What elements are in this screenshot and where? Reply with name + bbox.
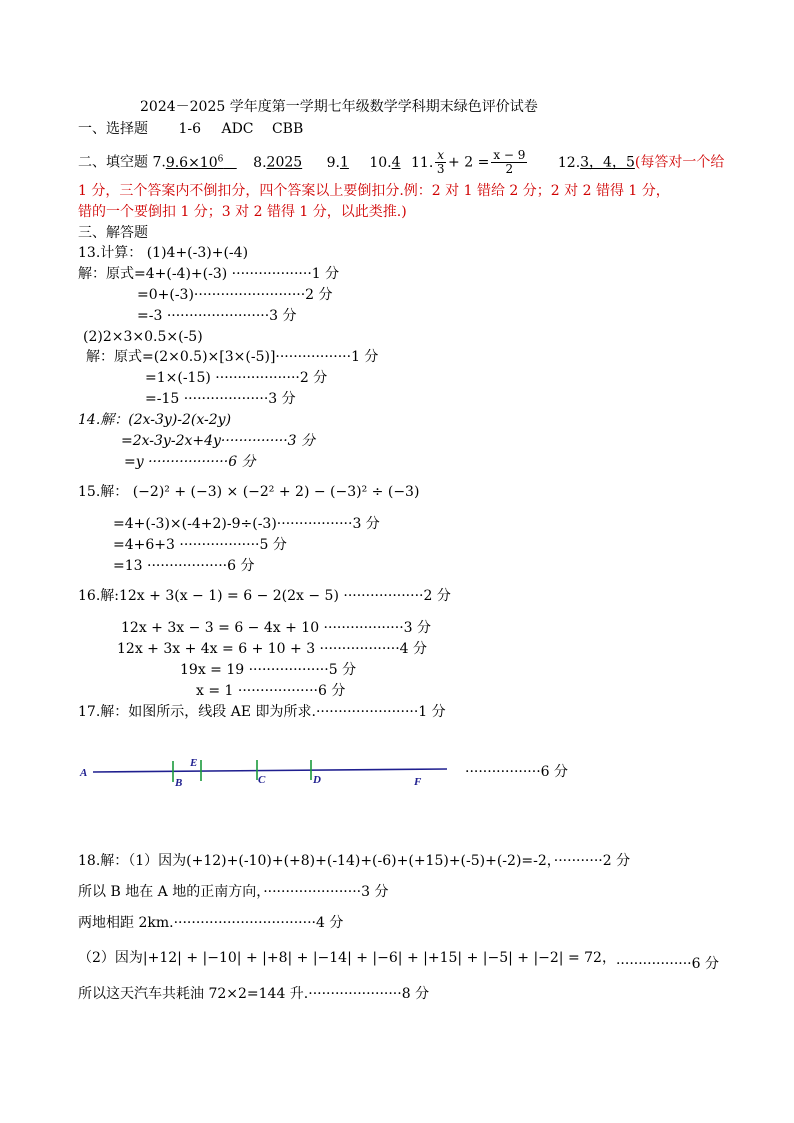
scoring-note-1: (每答对一个给 (634, 154, 725, 171)
section1-label: 一、选择题 (78, 121, 148, 137)
q9-label: 9. (326, 154, 340, 171)
section3-label: 三、解答题 (78, 225, 148, 241)
q13-part2: (2)2×3×0.5×(-5) (83, 329, 203, 345)
q13-part2-line2: =1×(-15) ···················2 分 (145, 370, 328, 386)
page-title: 2024－2025 学年度第一学期七年级数学学科期末绿色评价试卷 (140, 99, 538, 115)
q11-label: 11. (411, 154, 434, 171)
q13-line3: =-3 ·······················3 分 (137, 308, 297, 324)
q14-line2: =2x-3y-2x+4y···············3 分 (121, 433, 316, 449)
answer-q8: 2025 (266, 154, 303, 171)
q15-line1: 15.解： (−2)² + (−3) × (−2² + 2) − (−3)² ÷ (−3) (78, 484, 420, 500)
q18-line4-text: （2）因为|+12| + |−10| + |+8| + |−14| + |−6| + |+15| + |−5| + |−2| = 72， (78, 950, 616, 966)
q18-line3: 两地相距 2km.································4 分 (78, 915, 344, 931)
q13-part2-line1: 解：原式=(2×0.5)×[3×(-5)]·················1 分 (86, 349, 379, 365)
q18-line4 (78, 948, 719, 972)
section1-answer-a: ADC (221, 121, 254, 137)
q11-left-numerator: x (437, 148, 445, 163)
q16-line2: 12x + 3x − 3 = 6 − 4x + 10 ··················3 分 (121, 620, 432, 636)
q15-line2: =4+(-3)×(-4+2)-9÷(-3)·················3 分 (113, 516, 380, 532)
q18-line2: 所以 B 地在 A 地的正南方向，······················3 分 (78, 884, 389, 900)
q11-left-fraction (435, 149, 446, 176)
q8-label: 8. (253, 154, 267, 171)
point-label-a: A (80, 767, 88, 779)
q16-line1: 16.解:12x + 3(x − 1) = 6 − 2(2x − 5) ··················2 分 (78, 588, 451, 604)
point-label-c: C (258, 774, 266, 786)
q16-line3: 12x + 3x + 4x = 6 + 10 + 3 ··················4 分 (117, 641, 428, 657)
q15-line3: =4+6+3 ··················5 分 (113, 537, 287, 553)
q13-line1: 解：原式=4+(-4)+(-3) ··················1 分 (78, 266, 340, 282)
answer-q9: 1 (339, 154, 349, 171)
q18-line1: 18.解：（1）因为(+12)+(-10)+(+8)+(-14)+(-6)+(+15)+(-5)+(-2)=-2，···········2 分 (78, 853, 631, 869)
answer-q7-base: 9.6×10 (165, 154, 218, 171)
q16-line4: 19x = 19 ··················5 分 (180, 662, 357, 678)
section1-range: 1-6 (178, 121, 201, 137)
section2-row (78, 149, 724, 176)
scoring-note-3: 错的一个要倒扣 1 分；3 对 2 错得 1 分，以此类推.) (78, 204, 407, 220)
q14-line3: =y ··················6 分 (124, 454, 256, 470)
q17-line1: 17.解：如图所示，线段 AE 即为所求.·······················1 分 (78, 704, 446, 720)
scoring-note-2: 1 分，三个答案内不倒扣分，四个答案以上要倒扣分.例：2 对 1 错给 2 分；2 对 2 错得 1 分， (78, 183, 670, 199)
q11-right-numerator: x − 9 (493, 148, 526, 163)
point-label-b: B (175, 777, 183, 789)
section2-label: 二、填空题 7. (78, 154, 166, 171)
q13-head: 13.计算： (1)4+(-3)+(-4) (78, 245, 249, 261)
q11-left-denominator: 3 (436, 162, 445, 177)
section1-answer-b: CBB (271, 121, 304, 137)
q13-part2-line3: =-15 ···················3 分 (145, 391, 296, 407)
q15-line4: =13 ··················6 分 (113, 558, 255, 574)
point-label-f: F (414, 776, 422, 788)
q11-plus: + 2 = (448, 154, 490, 171)
q18-line4-score: ·················6 分 (615, 956, 719, 972)
answer-q12: 3，4，5 (580, 154, 635, 171)
point-label-e: E (190, 757, 198, 769)
q11-right-fraction (491, 149, 527, 176)
answer-q7-exponent: 6 (217, 154, 224, 164)
q17-score: ·················6 分 (465, 764, 569, 780)
line-segment (93, 769, 447, 772)
point-label-d: D (313, 774, 321, 786)
q11-right-denominator: 2 (505, 162, 514, 177)
section1-row (78, 119, 303, 139)
answer-q10: 4 (391, 154, 401, 171)
answer-q7 (166, 155, 237, 171)
line-segment-figure (75, 750, 455, 792)
q10-label: 10. (369, 154, 392, 171)
q12-label: 12. (557, 154, 581, 171)
q14-line1: 14.解：(2x-3y)-2(x-2y) (78, 412, 232, 428)
q13-line2: =0+(-3)·························2 分 (137, 287, 333, 303)
q18-line5: 所以这天汽车共耗油 72×2=144 升.·····················8 分 (78, 986, 430, 1002)
q16-line5: x = 1 ··················6 分 (196, 683, 346, 699)
